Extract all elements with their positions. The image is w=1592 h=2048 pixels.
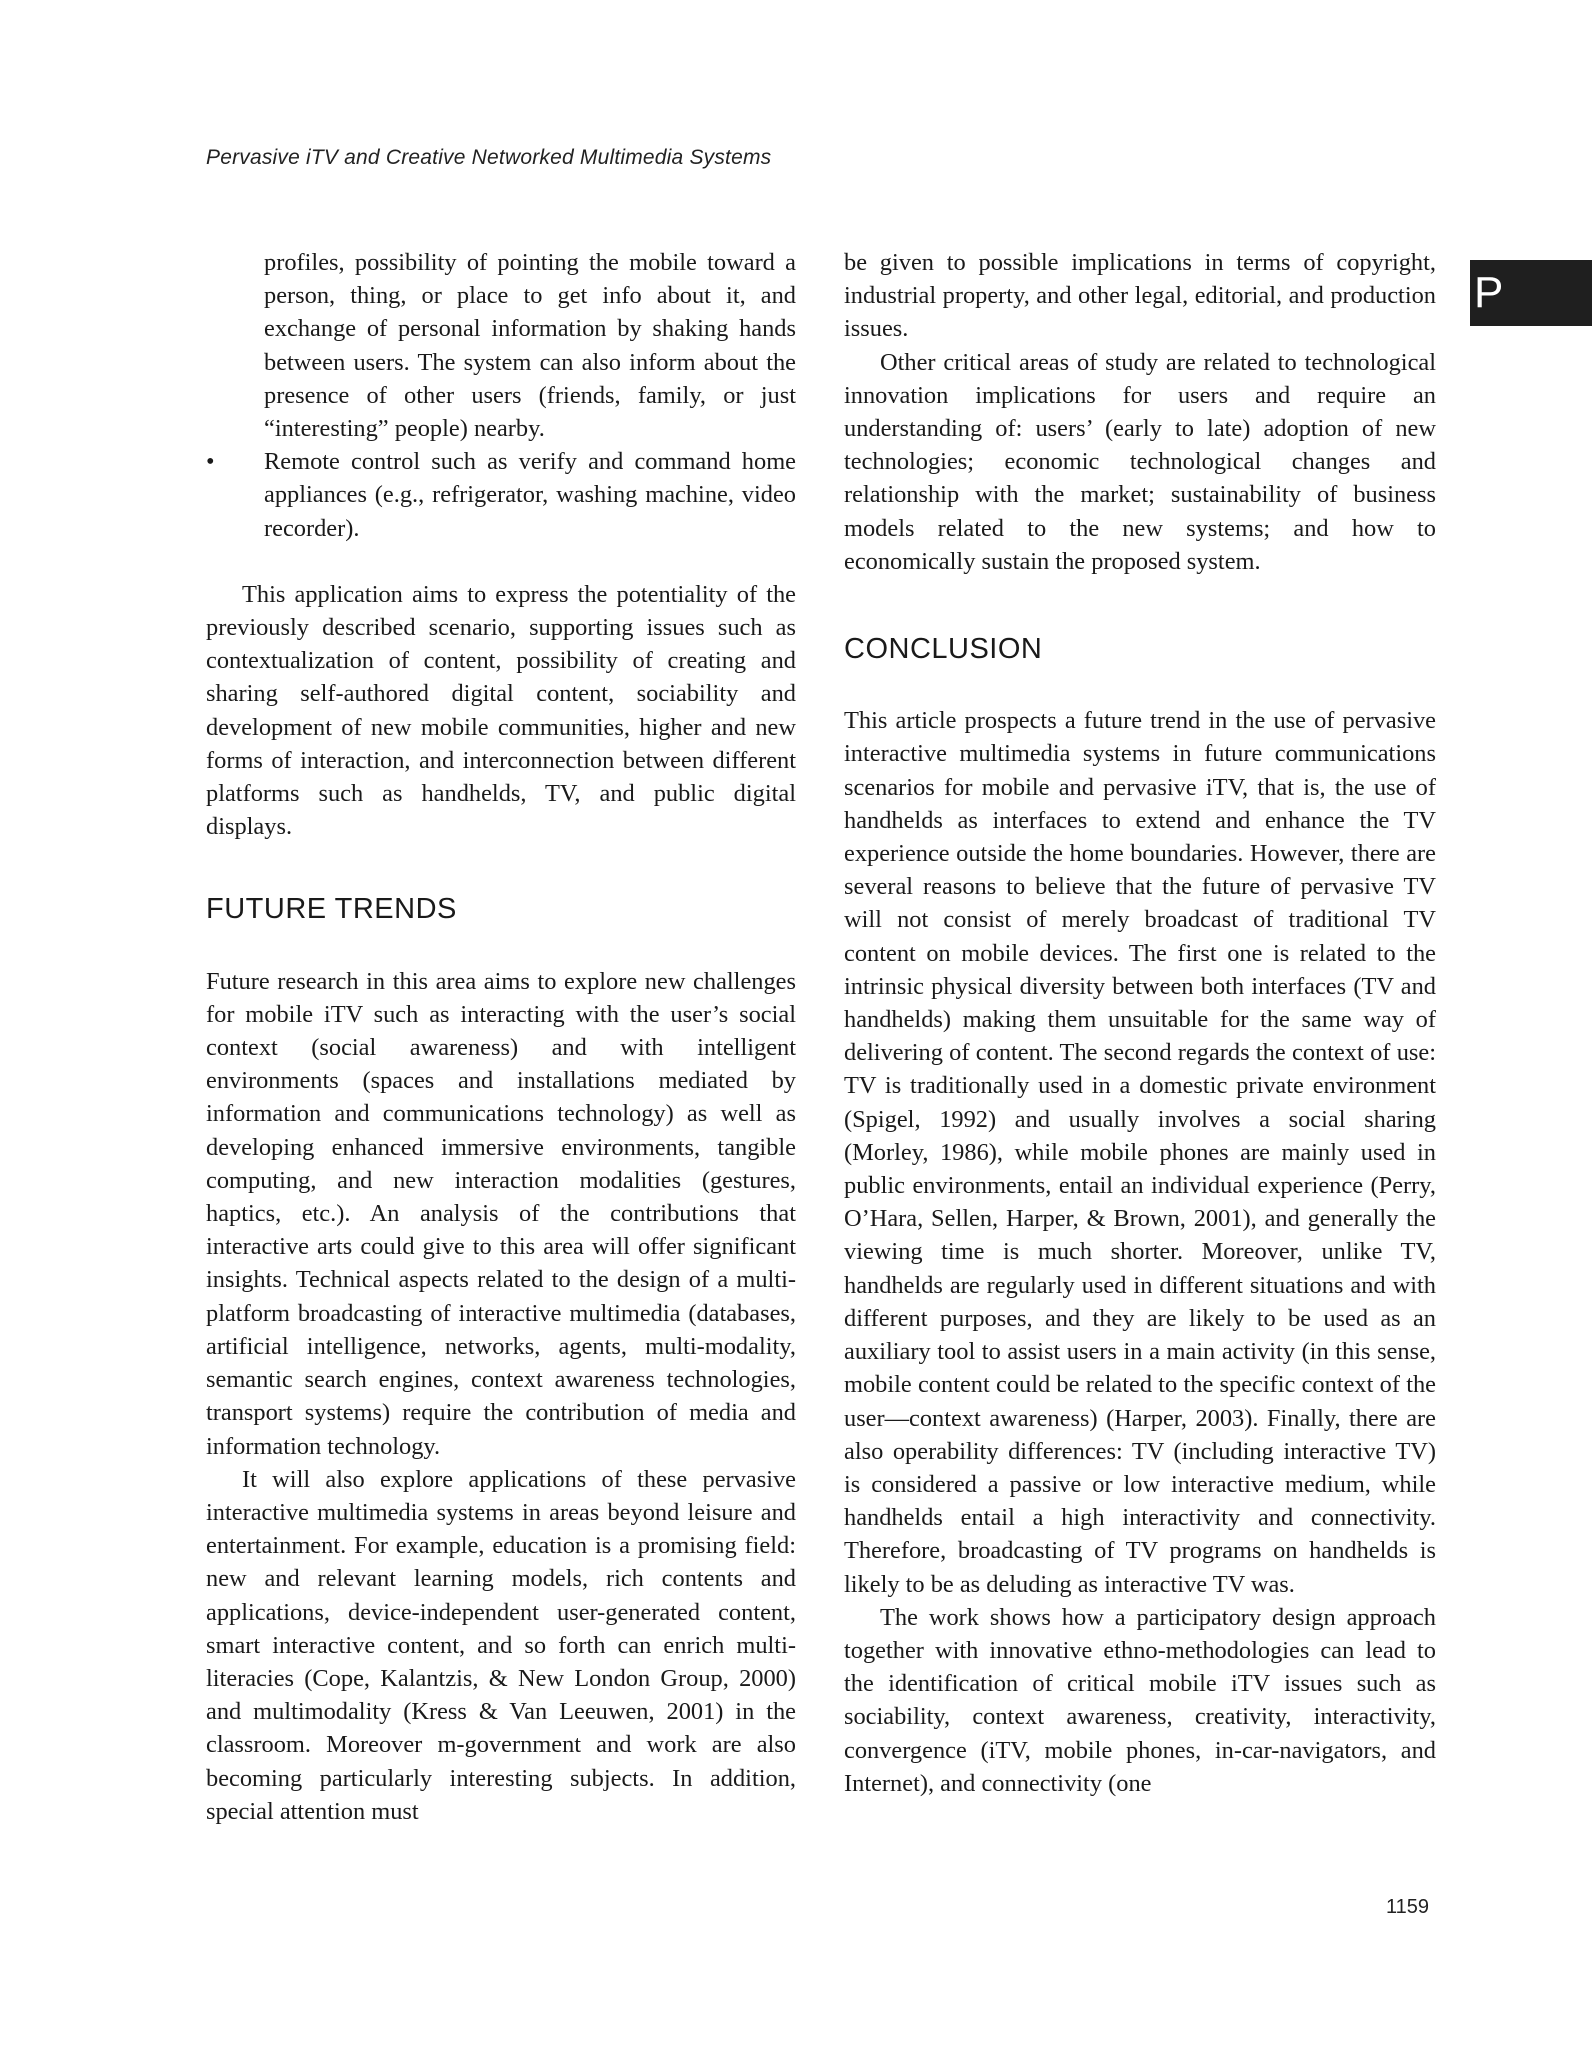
heading-conclusion: CONCLUSION: [844, 633, 1043, 666]
heading-future-trends: FUTURE TRENDS: [206, 893, 457, 926]
list-item: [206, 445, 796, 545]
paragraph-critical-areas: Other critical areas of study are related to technological innovation implications for users and require an understanding of: users’ (early to late) adoption of new technologies; economic technological changes and relationship with the market; sustainability of business models related to the new systems; and how to economically sustain the proposed system.: [844, 348, 1436, 575]
page-number: 1159: [1386, 1896, 1430, 1918]
section-tab: P: [1470, 260, 1592, 326]
paragraph-conclusion-1: This article prospects a future trend in the use of pervasive interactive multimedia systems in future communications scenarios for mobile and pervasive iTV, that is, the use of handhelds as interfaces to extend and enhance the TV experience outside the home boundaries. However, there are several reasons to believe that the future of pervasive TV will not consist of merely broadcast of traditional TV content on mobile devices. The first one is related to the intrinsic physical diversity between both interfaces (TV and handhelds) making them unsuitable for the same way of delivering of content. The second regards the context of use: TV is traditionally used in a domestic private environment (Spigel, 1992) and usually involves a social sharing (Morley, 1986), while mobile phones are mainly used in public environments, entail an individual experience (Perry, O’Hara, Sellen, Harper, & Brown, 2001), and generally the viewing time is much shorter. Moreover, unlike TV, handhelds are regularly used in different situations and with different purposes, and they are likely to be used as an auxiliary tool to assist users in a main activity (in this sense, mobile content could be related to the specific context of the user—context awareness) (Harper, 2003). Finally, there are also operability differences: TV (including interactive TV) is considered a passive or low interactive medium, while handhelds entail a high interactivity and connectivity. Therefore, broadcasting of TV programs on handhelds is likely to be as deluding as interactive TV was.: [844, 707, 1436, 1598]
list-item-text: Remote control such as verify and command home appliances (e.g., refrigerator, washing machine, video recorder).: [264, 448, 796, 542]
list-item-continuation: profiles, possibility of pointing the mobile toward a person, thing, or place to get info about it, and exchange of personal information by shaking hands between users. The system can also inform about the presence of other users (friends, family, or just “interesting” people) nearby.: [264, 249, 796, 443]
paragraph-continuation: be given to possible implications in terms of copyright, industrial property, and other legal, editorial, and production issues.: [844, 249, 1436, 343]
running-head: Pervasive iTV and Creative Networked Multimedia Systems: [206, 146, 772, 169]
paragraph-future-trends-1: Future research in this area aims to explore new challenges for mobile iTV such as interacting with the user’s social context (social awareness) and with intelligent environments (spaces and installations mediated by information and communications technology) as well as developing enhanced immersive environments, tangible computing, and new interaction modalities (gestures, haptics, etc.). An analysis of the contributions that interactive arts could give to this area will offer significant insights. Technical aspects related to the design of a multi-platform broadcasting of interactive multimedia (databases, artificial intelligence, networks, agents, multi-modality, semantic search engines, context awareness technologies, transport systems) require the contribution of media and information technology.: [206, 967, 796, 1460]
paragraph-gap: [206, 545, 796, 578]
bullet-icon: •: [206, 448, 215, 476]
paragraph-application: This application aims to express the potentiality of the previously described scenario, supporting issues such as contextualization of content, possibility of creating and sharing self-authored digital content, sociability and development of new mobile communities, higher and new forms of interaction, and interconnection between different platforms such as handhelds, TV, and public digital displays.: [206, 580, 796, 841]
left-column: [206, 246, 796, 1828]
right-column: [844, 246, 1436, 1800]
paragraph-future-trends-2: It will also explore applications of these pervasive interactive multimedia systems in areas beyond leisure and entertainment. For example, education is a promising field: new and relevant learning models, rich contents and applications, device-independent user-generated content, smart interactive content, and so forth can enrich multi-literacies (Cope, Kalantzis, & New London Group, 2000) and multimodality (Kress & Van Leeuwen, 2001) in the classroom. Moreover m-government and work are also becoming particularly interesting subjects. In addition, special attention must: [206, 1465, 796, 1825]
paragraph-conclusion-2: The work shows how a participatory design approach together with innovative ethno-methodologies can lead to the identification of critical mobile iTV issues such as sociability, context awareness, creativity, interactivity, convergence (iTV, mobile phones, in-car-navigators, and Internet), and connectivity (one: [844, 1603, 1436, 1797]
